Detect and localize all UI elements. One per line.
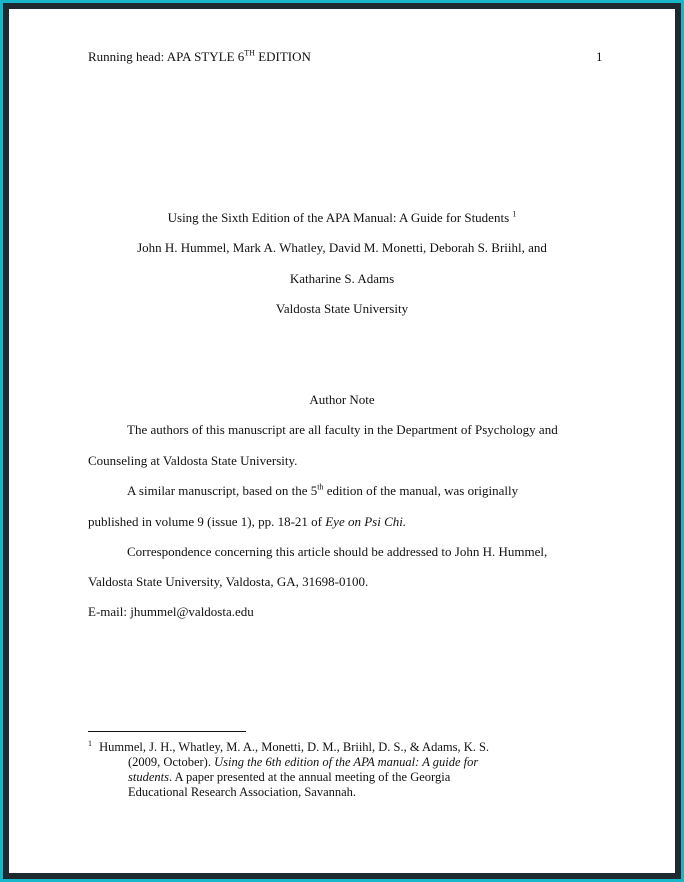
document-page	[9, 9, 675, 873]
footnote-line3-suffix: . A paper presented at the annual meeting of the Georgia	[168, 770, 451, 784]
authors-line-1: John H. Hummel, Mark A. Whatley, David M. Monetti, Deborah S. Briihl, and	[137, 240, 547, 255]
footnote-line3-italic: students	[128, 770, 169, 784]
affiliation: Valdosta State University	[275, 301, 409, 316]
p2-line1-prefix: A similar manuscript, based on the 5	[127, 483, 318, 498]
footnote-line-2	[128, 755, 478, 770]
authors-line-2: Katharine S. Adams	[289, 271, 395, 286]
p2-line2-prefix: published in volume 9 (issue 1), pp. 18-21 of	[88, 514, 326, 529]
journal-title: Eye on Psi Chi.	[325, 514, 407, 529]
footnote-line2-prefix: (2009, October).	[128, 755, 215, 769]
p2-line1-superscript: th	[317, 482, 324, 492]
author-note-heading: Author Note	[309, 392, 375, 407]
footnote-line-3	[128, 770, 450, 785]
footnote-line-1	[88, 740, 489, 755]
footnote-separator	[88, 731, 246, 732]
footnote-line1-text: Hummel, J. H., Whatley, M. A., Monetti, D. M., Briihl, D. S., & Adams, K. S.	[99, 740, 490, 754]
running-head-superscript: TH	[244, 48, 255, 58]
author-note-p3-line2: Valdosta State University, Valdosta, GA, 31698-0100.	[88, 574, 369, 589]
title-line	[9, 210, 675, 226]
author-email: E-mail: jhummel@valdosta.edu	[88, 604, 254, 619]
footnote-mark: 1	[88, 738, 92, 748]
title-footnote-mark: 1	[512, 209, 517, 219]
author-note-p1-line1: The authors of this manuscript are all faculty in the Department of Psychology and	[127, 422, 558, 437]
footnote-line-4: Educational Research Association, Savannah.	[128, 785, 357, 799]
running-head-suffix: EDITION	[254, 49, 311, 64]
author-note-p2-line2	[88, 514, 406, 530]
author-note-p2-line1	[127, 483, 518, 499]
p2-line1-suffix: edition of the manual, was originally	[323, 483, 519, 498]
running-head	[88, 49, 311, 65]
author-note-p1-line2: Counseling at Valdosta State University.	[88, 453, 298, 468]
author-note-p3-line1: Correspondence concerning this article should be addressed to John H. Hummel,	[127, 544, 548, 559]
page-number: 1	[596, 49, 603, 64]
footnote-line2-italic: Using the 6th edition of the APA manual: A guide for	[214, 755, 479, 769]
paper-title: Using the Sixth Edition of the APA Manual: A Guide for Students	[167, 210, 510, 225]
running-head-prefix: Running head: APA STYLE 6	[88, 49, 245, 64]
